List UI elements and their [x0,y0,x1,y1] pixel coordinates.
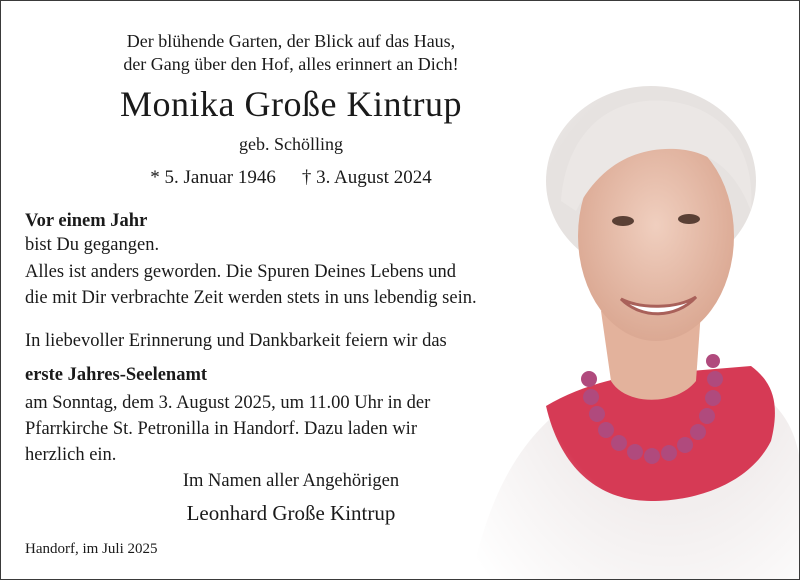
place-date: Handorf, im Juli 2025 [25,541,158,557]
birth-name: geb. Schölling [239,134,343,154]
invite-line: herzlich ein. [25,445,117,465]
invite-line: Pfarrkirche St. Petronilla in Handorf. Dazu laden wir [25,419,417,439]
death-date: † 3. August 2024 [301,167,432,188]
life-dates [21,167,561,189]
deceased-name: Monika Große Kintrup [120,84,462,124]
mass-title: erste Jahres-Seelenamt [25,365,208,385]
invite-line: am Sonntag, dem 3. August 2025, um 11.00 Uhr in der [25,393,431,413]
body-heading: Vor einem Jahr [25,211,148,231]
body-line: die mit Dir verbrachte Zeit werden stets in uns lebendig sein. [25,288,477,308]
quote-line-1: Der blühende Garten, der Blick auf das Haus, [126,31,456,51]
invite-intro: In liebevoller Erinnerung und Dankbarkeit feiern wir das [25,331,447,351]
quote-line-2: der Gang über den Hof, alles erinnert an Dich! [123,54,459,74]
body-line: bist Du gegangen. [25,235,160,255]
body-line: Alles ist anders geworden. Die Spuren Deines Lebens und [25,262,457,282]
birth-date: * 5. Januar 1946 [150,167,276,188]
signature-intro: Im Namen aller Angehörigen [182,471,400,491]
signature-name: Leonhard Große Kintrup [186,501,396,525]
